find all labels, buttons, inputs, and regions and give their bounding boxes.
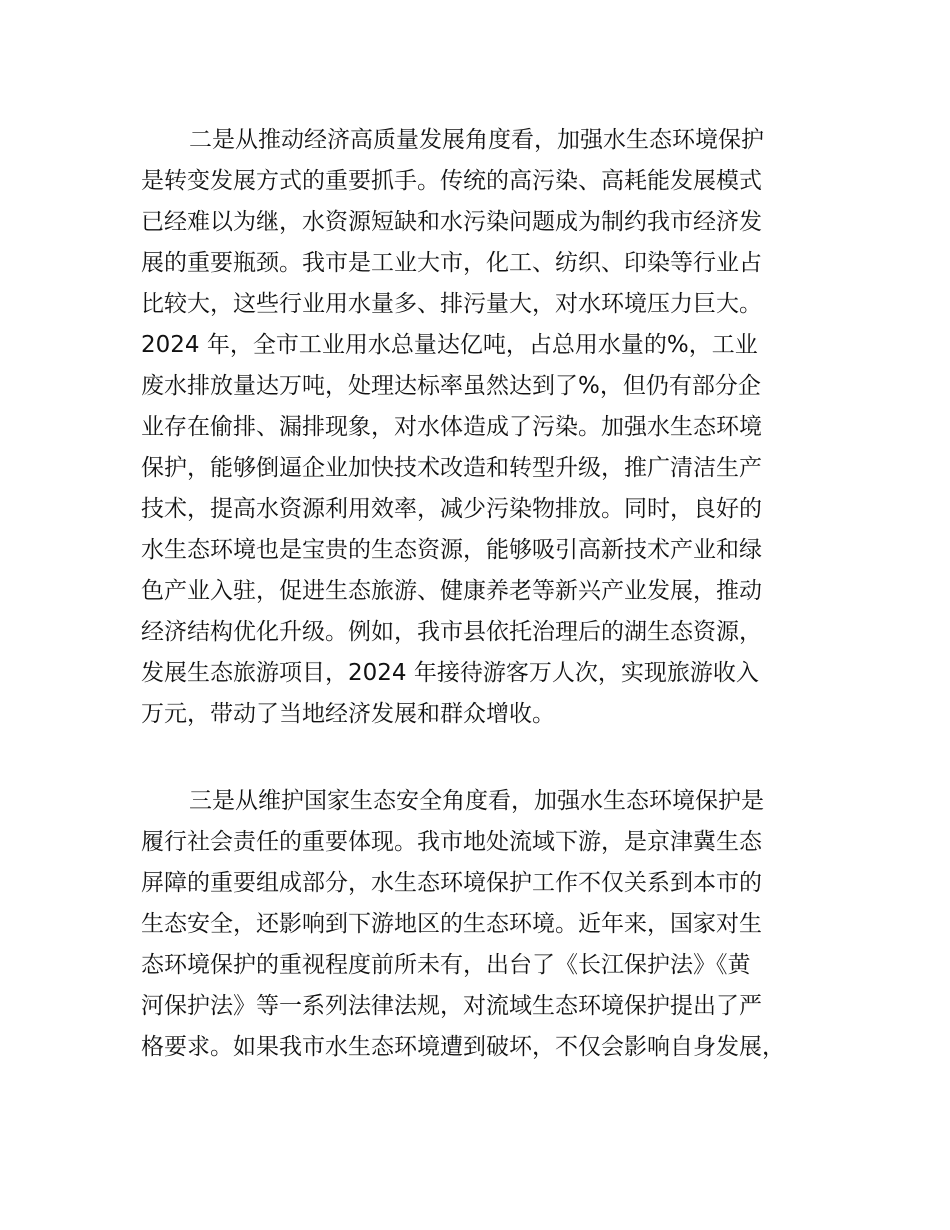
paragraph-line: 态环境保护的重视程度前所未有，出台了《长江保护法》《黄: [141, 952, 751, 978]
paragraph-line: 水生态环境也是宝贵的生态资源，能够吸引高新技术产业和绿: [141, 537, 762, 563]
paragraph-line: 技术，提高水资源利用效率，减少污染物排放。同时，良好的: [141, 496, 762, 522]
paragraph-line: 二是从推动经济高质量发展角度看，加强水生态环境保护: [189, 127, 764, 153]
paragraph-line: 已经难以为继，水资源短缺和水污染问题成为制约我市经济发: [141, 209, 762, 235]
paragraph-line: 是转变发展方式的重要抓手。传统的高污染、高耗能发展模式: [141, 168, 762, 194]
paragraph-line: 色产业入驻，促进生态旅游、健康养老等新兴产业发展，推动: [141, 578, 762, 604]
paragraph-line: 履行社会责任的重要体现。我市地处流域下游，是京津冀生态: [141, 829, 762, 855]
paragraph-line: 河保护法》等一系列法律法规，对流域生态环境保护提出了严: [141, 993, 762, 1019]
paragraph-line: 屏障的重要组成部分，水生态环境保护工作不仅关系到本市的: [141, 870, 762, 896]
paragraph-ecological-security: [141, 781, 821, 1068]
paragraph-line: 三是从维护国家生态安全角度看，加强水生态环境保护是: [189, 788, 764, 814]
paragraph-line: 格要求。如果我市水生态环境遭到破坏，不仅会影响自身发展，: [141, 1034, 785, 1060]
paragraph-line: 展的重要瓶颈。我市是工业大市，化工、纺织、印染等行业占: [141, 250, 762, 276]
paragraph-line: 废水排放量达万吨，处理达标率虽然达到了%，但仍有部分企: [141, 373, 761, 399]
paragraph-line: 比较大，这些行业用水量多、排污量大，对水环境压力巨大。: [141, 291, 762, 317]
paragraph-economic-development: [141, 120, 821, 735]
paragraph-line: 保护，能够倒逼企业加快技术改造和转型升级，推广清洁生产: [141, 455, 762, 481]
paragraph-line: 万元，带动了当地经济发展和群众增收。: [141, 701, 555, 727]
paragraph-line: 业存在偷排、漏排现象，对水体造成了污染。加强水生态环境: [141, 414, 762, 440]
paragraph-line: 经济结构优化升级。例如，我市县依托治理后的湖生态资源，: [141, 619, 762, 645]
paragraph-line: 生态安全，还影响到下游地区的生态环境。近年来，国家对生: [141, 911, 762, 937]
paragraph-line: 2024 年，全市工业用水总量达亿吨，占总用水量的%，工业: [141, 332, 758, 358]
paragraph-line: 发展生态旅游项目，2024 年接待游客万人次，实现旅游收入: [141, 660, 759, 686]
